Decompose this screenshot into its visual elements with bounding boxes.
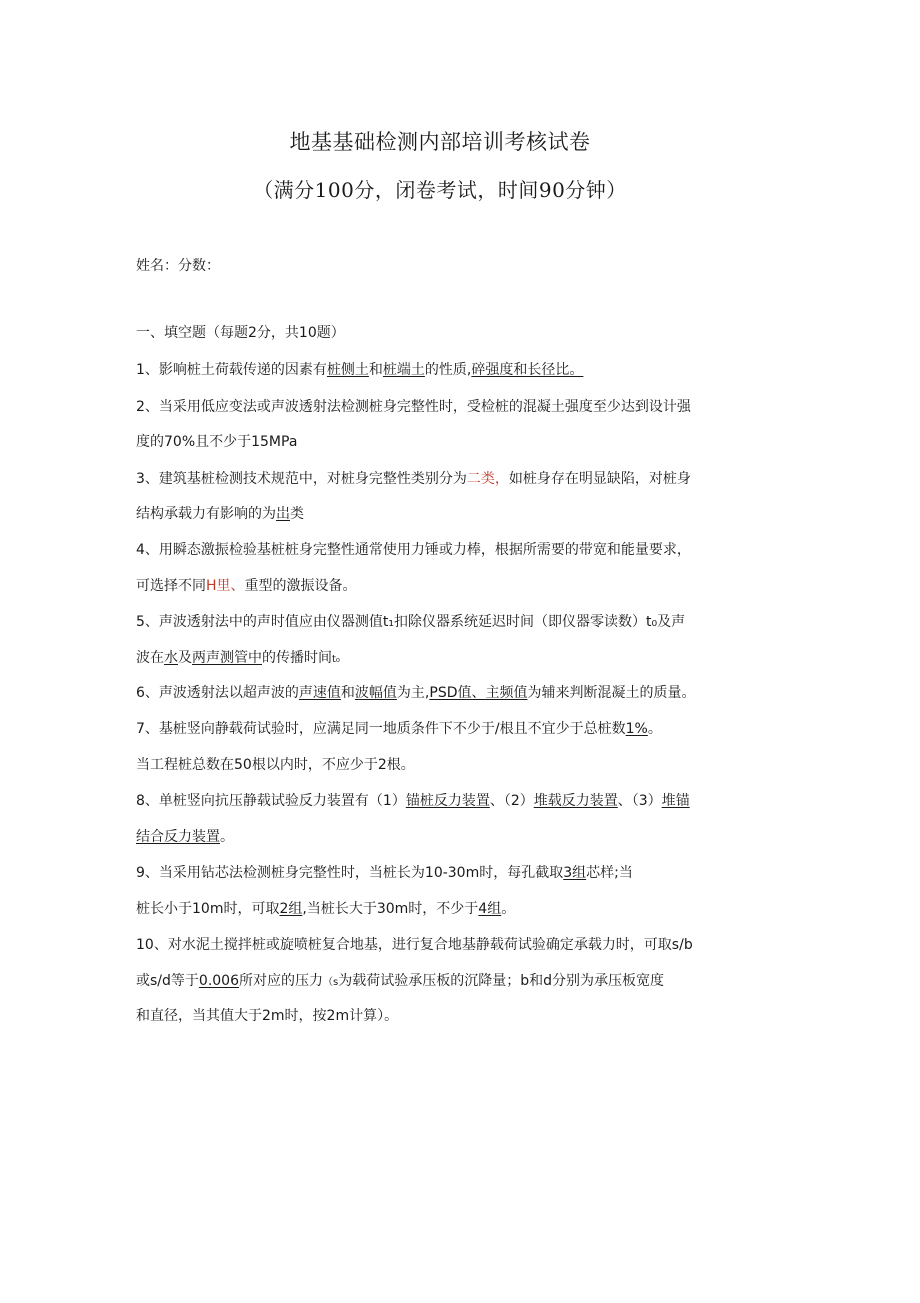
q6-answer-3: PSD值、主频值 — [429, 685, 528, 701]
q6-text: 为主, — [396, 685, 430, 701]
q9-text: 桩长小于10m时，可取 — [136, 901, 280, 917]
name-score-line: 姓名：分数： — [136, 258, 220, 274]
q10-text: 所对应的压力 — [239, 973, 323, 989]
q6-text: 6、声波透射法以超声波的 — [136, 685, 299, 701]
q10-answer: 0.006 — [198, 973, 239, 989]
q10-symbol: （s — [323, 977, 339, 988]
q3-text: 结构承载力有影响的为 — [136, 506, 276, 522]
question-7-line-1 — [136, 720, 662, 738]
q9-answer-1: 3组 — [563, 865, 587, 881]
question-2-line-1: 2、当采用低应变法或声波透射法检测桩身完整性时，受检桩的混凝土强度至少达到设计强 — [136, 399, 691, 415]
question-5-line-1 — [136, 613, 685, 631]
q8-answer-3: 堆锚 — [661, 793, 690, 809]
question-4-line-1: 4、用瞬态激振检验基桩桩身完整性通常使用力锤或力棒，根据所需要的带宽和能量要求， — [136, 542, 691, 558]
q5-symbol: t₀ — [646, 614, 658, 630]
q1-text: 的性质, — [424, 362, 472, 378]
q9-text: ,当桩长大于30m时，不少于 — [302, 901, 479, 917]
page-title: 地基基础检测内部培训考核试卷 — [289, 130, 591, 154]
q3-answer-1: 二类 — [466, 471, 495, 487]
q6-answer-2: 波幅值 — [354, 685, 397, 701]
q9-answer-2: 2组 — [279, 901, 303, 917]
q4-text: 可选择不同 — [136, 578, 206, 594]
question-3-line-1 — [136, 470, 691, 488]
q1-answer-2: 桩端土 — [382, 362, 425, 378]
q4-text: 重型的激振设备。 — [244, 578, 357, 594]
question-3-line-2 — [136, 505, 304, 523]
q6-text: 和 — [340, 685, 355, 701]
question-8-line-2 — [136, 828, 234, 846]
q5-answer-2: 两声测管中 — [192, 650, 262, 666]
q3-answer-2: 岀 — [276, 506, 290, 522]
question-4-line-2 — [136, 577, 357, 595]
question-5-line-2 — [136, 649, 340, 669]
q3-text: 类 — [290, 506, 304, 522]
q3-text: ， — [494, 471, 509, 487]
section-heading: 一、填空题（每题2分，共10题） — [136, 325, 345, 341]
q1-answer-1: 桩侧土 — [326, 362, 369, 378]
q8-answer-1: 锚桩反力装置 — [405, 793, 490, 809]
q5-answer-1: 水 — [164, 650, 178, 666]
q1-text: 1、影响桩土荷载传递的因素有 — [136, 362, 327, 378]
q5-text: 及 — [178, 650, 192, 666]
question-10-line-2 — [136, 972, 664, 992]
q8-text: 8、单桩竖向抗压静载试验反力装置有（1） — [136, 793, 406, 809]
q4-answer: H里、 — [206, 578, 245, 594]
question-7-line-2: 当工程桩总数在50根以内时，不应少于2根。 — [136, 757, 415, 773]
q7-answer: 1% — [625, 721, 648, 737]
q9-text: 。 — [501, 901, 516, 917]
q5-symbol: t₁ — [382, 614, 395, 630]
question-2-line-2: 度的70%且不少于15MPa — [136, 434, 298, 450]
q6-answer-1: 声速值 — [298, 685, 341, 701]
q9-text: 9、当采用钻芯法检测桩身完整性时，当桩长为10-30m时，每孔截取 — [136, 865, 564, 881]
question-9-line-2 — [136, 900, 515, 918]
question-10-line-1: 10、对水泥土搅拌桩或旋喷桩复合地基，进行复合地基静载荷试验确定承载力时，可取s/b — [136, 937, 693, 953]
q9-answer-3: 4组 — [478, 901, 502, 917]
question-1 — [136, 361, 583, 379]
q7-text: 。 — [647, 721, 662, 737]
question-10-line-3: 和直径，当其值大于2m时，按2m计算）。 — [136, 1008, 399, 1024]
q3-text: 如桩身存在明显缺陷，对桩身 — [508, 471, 691, 487]
q3-text: 3、建筑基桩检测技术规范中，对桩身完整性类别分为 — [136, 471, 467, 487]
q8-text: 、（2） — [489, 793, 534, 809]
q5-text: 波在 — [136, 650, 164, 666]
q1-answer-3: 碎强度和长径比。 — [471, 362, 584, 378]
q1-text: 和 — [368, 362, 383, 378]
q8-text: 。 — [220, 829, 234, 845]
q8-answer-3-cont: 结合反力装置 — [136, 829, 220, 845]
q8-answer-2: 堆载反力装置 — [533, 793, 618, 809]
page-subtitle: （满分100分，闭卷考试，时间90分钟） — [253, 178, 627, 202]
q6-text: 为辅来判断混凝土的质量。 — [527, 685, 696, 701]
q5-text: 的传播时间 — [262, 650, 332, 666]
question-8-line-1 — [136, 792, 690, 810]
question-6 — [136, 684, 695, 702]
q9-text: 芯样;当 — [586, 865, 633, 881]
q5-text: 及声 — [657, 614, 686, 630]
q7-text: 7、基桩竖向静载荷试验时，应满足同一地质条件下不少于/根且不宜少于总桩数 — [136, 721, 626, 737]
q5-text: 扣除仪器系统延迟时间（即仪器零读数） — [394, 614, 647, 630]
q5-symbol: t₀ — [332, 654, 340, 665]
q8-text: 、（3） — [617, 793, 662, 809]
q5-text: 5、声波透射法中的声时值应由仪器测值 — [136, 614, 383, 630]
q10-text: 为载荷试验承压板的沉降量；b和d分别为承压板宽度 — [338, 973, 664, 989]
question-9-line-1 — [136, 864, 633, 882]
q10-text: 或s/d等于 — [136, 973, 199, 989]
